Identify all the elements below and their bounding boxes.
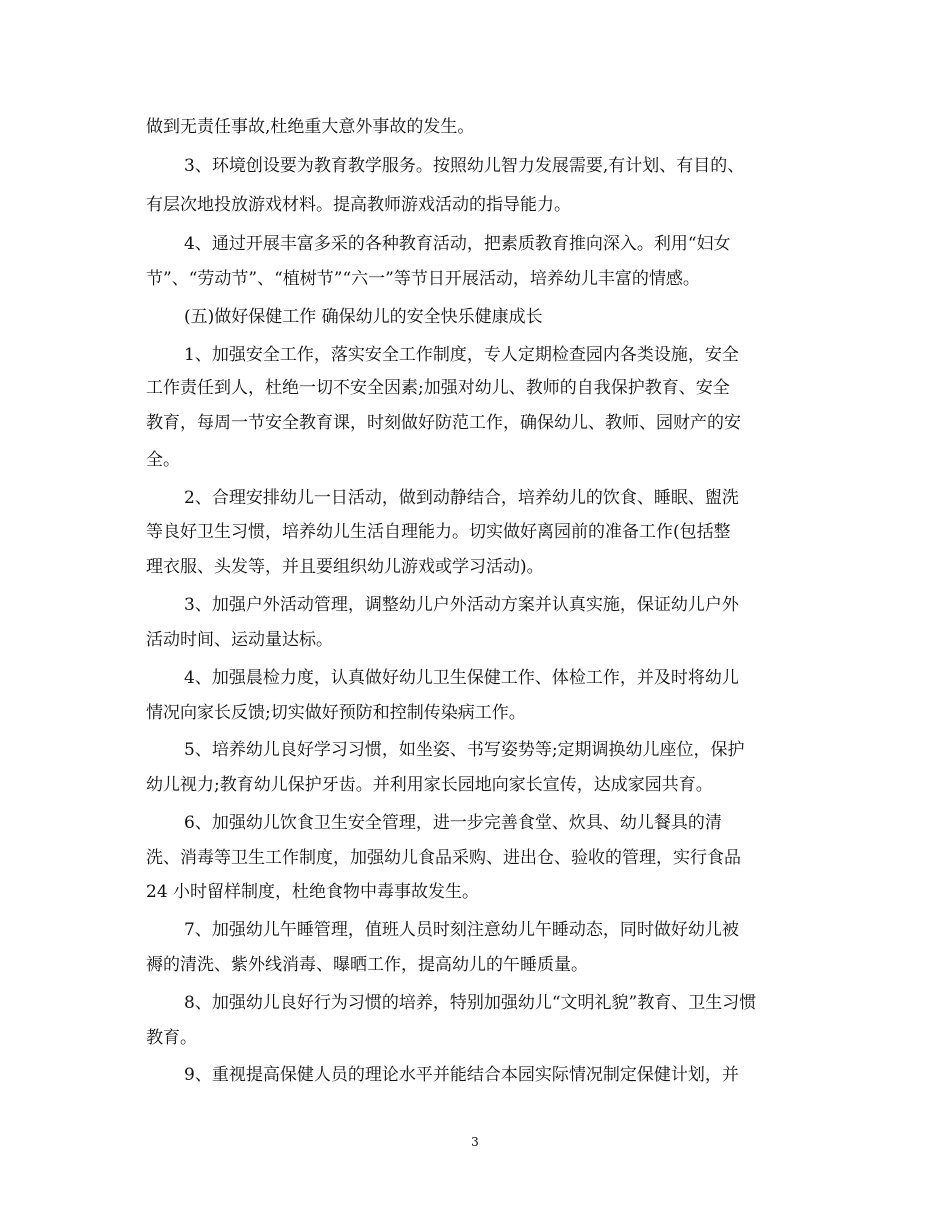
text-line: 9、重视提高保健人员的理论水平并能结合本园实际情况制定保健计划，并 [184, 1065, 739, 1085]
text-line: 5、培养幼儿良好学习习惯，如坐姿、书写姿势等;定期调换幼儿座位，保护 [184, 740, 745, 760]
text-line: 情况向家长反馈;切实做好预防和控制传染病工作。 [146, 703, 526, 723]
text-line: 教育，每周一节安全教育课，时刻做好防范工作，确保幼儿、教师、园财产的安 [146, 413, 741, 433]
text-line: 节”、“劳动节”、“植树节”“六一”等节日开展活动，培养幼儿丰富的情感。 [146, 269, 700, 289]
text-line: 幼儿视力;教育幼儿保护牙齿。并利用家长园地向家长宣传，达成家园共育。 [146, 775, 713, 795]
text-line: 4、通过开展丰富多采的各种教育活动，把素质教育推向深入。利用“妇女 [184, 234, 731, 254]
text-line: 6、加强幼儿饮食卫生安全管理，进一步完善食堂、炊具、幼儿餐具的清 [184, 813, 722, 833]
text-line: 8、加强幼儿良好行为习惯的培养，特别加强幼儿“文明礼貌”教育、卫生习惯 [184, 993, 757, 1013]
text-line: 全。 [146, 450, 180, 470]
text-line: 褥的清洗、紫外线消毒、曝晒工作，提高幼儿的午睡质量。 [146, 955, 588, 975]
page-number: 3 [471, 1135, 479, 1149]
text-line: 4、加强晨检力度，认真做好幼儿卫生保健工作、体检工作，并及时将幼儿 [184, 668, 739, 688]
text-line: 等良好卫生习惯，培养幼儿生活自理能力。切实做好离园前的准备工作(包括整 [146, 522, 731, 542]
text-line: 活动时间、运动量达标。 [146, 630, 333, 650]
text-line: 3、环境创设要为教育教学服务。按照幼儿智力发展需要,有计划、有目的、 [184, 156, 745, 176]
text-line: 工作责任到人，杜绝一切不安全因素;加强对幼儿、教师的自我保护教育、安全 [146, 378, 730, 398]
text-line: 有层次地投放游戏材料。提高教师游戏活动的指导能力。 [146, 195, 571, 215]
text-line: 洗、消毒等卫生工作制度，加强幼儿食品采购、进出仓、验收的管理，实行食品 [146, 848, 741, 868]
text-line: 教育。 [146, 1028, 197, 1048]
text-line: 1、加强安全工作，落实安全工作制度，专人定期检查园内各类设施，安全 [184, 345, 739, 365]
section-heading: (五)做好保健工作 确保幼儿的安全快乐健康成长 [184, 307, 543, 327]
text-line: 24 小时留样制度，杜绝食物中毒事故发生。 [146, 882, 480, 902]
text-line: 做到无责任事故,杜绝重大意外事故的发生。 [146, 117, 475, 137]
text-line: 理衣服、头发等，并且要组织幼儿游戏或学习活动)。 [146, 557, 544, 577]
text-line: 7、加强幼儿午睡管理，值班人员时刻注意幼儿午睡动态，同时做好幼儿被 [184, 920, 739, 940]
text-line: 2、合理安排幼儿一日活动，做到动静结合，培养幼儿的饮食、睡眠、盥洗 [184, 488, 739, 508]
text-line: 3、加强户外活动管理，调整幼儿户外活动方案并认真实施，保证幼儿户外 [184, 595, 739, 615]
